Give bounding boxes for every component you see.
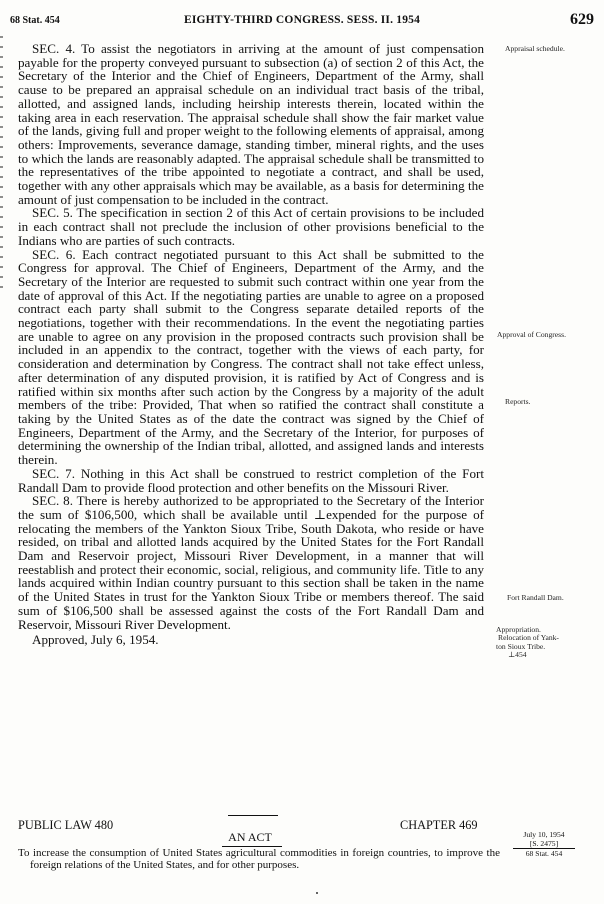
margin-note-fort-randall: Fort Randall Dam. [507, 593, 564, 602]
act-date: July 10, 1954 [523, 830, 565, 839]
act-intro: To increase the consumption of United States agricultural commodities in foreign countries, to improve the foreign relations of the United States, and for other purposes. [18, 847, 500, 871]
margin-note-approval: Approval of Congress. [497, 330, 566, 339]
margin-note-appraisal: Appraisal schedule. [505, 44, 565, 53]
act-date-box [513, 830, 575, 858]
page-edge-mark [0, 36, 3, 294]
section-6: SEC. 6. Each contract negotiated pursuant to this Act shall be submitted to the Congress for approval. The Chief of Engineers, Department of the Army, and the Secretary of the Interior are requested to submit such contract within one year from the date of approval of this Act. If the negotiating parties are unable to agree on a proposed contract each party shall submit to the Congress separate detailed reports of the negotiations, together with their recommendations. In the event the negotiating parties are unable to agree on any provision in the proposed contracts such provision shall be included in an appendix to the contract, together with the views of each party, for consideration and determination by Congress. The contract shall not take effect unless, after determination of any disputed provision, it is ratified by Act of Congress and is ratified within six months after such action by the Congress by a majority of the adult members of the tribe: Provided, That when so ratified the contract shall constitute a taking by the United States as of the date the contract was signed by the Chief of Engineers, Department of the Army, and the Secretary of the Interior, for purposes of determining the ownership of the Indian tribal, allotted, and assigned lands and interests therein. [18, 246, 484, 468]
page-header [10, 12, 594, 28]
appropriation-line-4: ⊥454 [508, 649, 527, 659]
stray-dot [316, 892, 318, 894]
approved-date: Approved, July 6, 1954. [32, 632, 159, 648]
page-number: 629 [570, 11, 594, 28]
header-title: EIGHTY-THIRD CONGRESS. SESS. II. 1954 [183, 14, 421, 26]
public-law-number: PUBLIC LAW 480 [18, 818, 114, 832]
appropriation-line-2: Relocation of Yank- [498, 633, 559, 643]
appropriation-line-1: Appropriation. [496, 625, 541, 634]
section-4: SEC. 4. To assist the negotiators in arriving at the amount of just compensation payable for the property conveyed pursuant to subsection (a) of section 2 of this Act, the Secretary of the Interior and the Chief of Engineers, Department of the Army, shall cause to be prepared an appraisal schedule on an individual tract basis of the tribal, allotted, and assigned lands, including heirship interests therein, located within the taking area in each reservation. The appraisal schedule shall show the fair market value of the lands, giving full and proper weight to the following elements of appraisal, among others: Improvements, severance damage, standing timber, mineral rights, and the uses to which the lands are reasonably adapted. The appraisal schedule shall be transmitted to the representatives of the tribe appointed to negotiate a contract, and shall be used, together with any other appraisals which may be available, as a basis for determining the amount of just compensation to be included in the contract. [18, 41, 484, 207]
statute-text [18, 42, 484, 647]
chapter-number: CHAPTER 469 [400, 818, 478, 832]
an-act-heading: AN ACT [228, 830, 272, 844]
section-8: SEC. 8. There is hereby authorized to be appropriated to the Secretary of the Interior the sum of $106,500, which shall be available until ⊥expended for the purpose of relocating the members of the Yankton Sioux Tribe, South Dakota, who reside or have resided, on tribal and allotted lands acquired by the United States for the Fort Randall Dam and Reservoir project, Missouri River Development, in a manner that will reestablish and protect their economic, social, religious, and community life. Title to any lands acquired within Indian country pursuant to this section shall be taken in the name of the United States in trust for the Yankton Sioux Tribe or members thereof. The said sum of $106,500 shall be assessed against the costs of the Fort Randall Dam and Reservoir, Missouri River Development. [18, 493, 484, 632]
margin-note-reports: Reports. [505, 397, 531, 406]
section-5: SEC. 5. The specification in section 2 of this Act of certain provisions to be included in each contract shall not preclude the inclusion of other provisions beneficial to the Indians who are parties of such contracts. [18, 205, 484, 248]
section-7: SEC. 7. Nothing in this Act shall be construed to restrict completion of the Fort Randall Dam to provide flood protection and other benefits on the Missouri River. [18, 465, 484, 495]
appropriation-line-3: ton Sioux Tribe. [496, 641, 546, 651]
act-stat: 68 Stat. 454 [525, 849, 563, 858]
margin-note-appropriation [496, 626, 596, 659]
header-stat: 68 Stat. 454 [10, 15, 60, 26]
bill-number: [S. 2475] [513, 839, 575, 849]
section-divider [228, 815, 278, 816]
